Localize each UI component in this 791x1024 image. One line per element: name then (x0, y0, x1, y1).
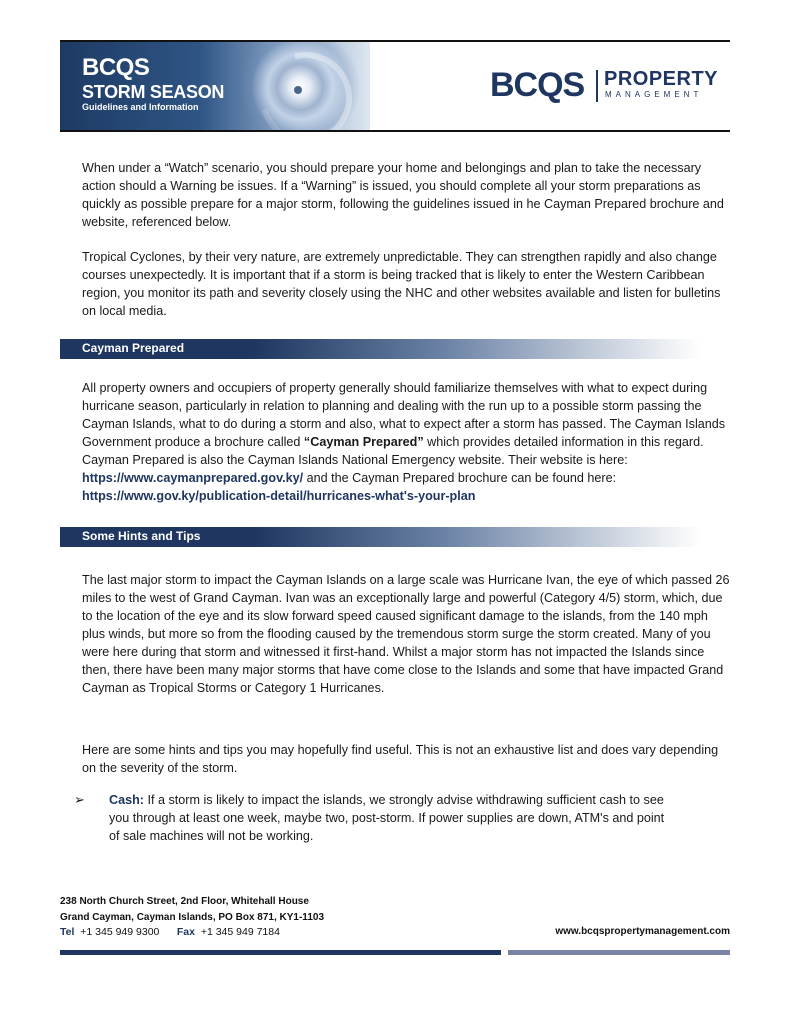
arrow-bullet-icon: ➢ (74, 792, 85, 807)
cayman-text-a: All property owners and occupiers of property generally should familiarize themselves with what to expect during hurricane season, particularly in relation to planning and dealing with the run up to a possible storm passing the Cayman Islands, what to do during a storm and also, what to expect after a storm has passed. The Cayman Islands Government produce a brochure called (82, 381, 726, 449)
footer-website-link[interactable]: www.bcqspropertymanagement.com (555, 926, 730, 937)
footer-address (60, 894, 324, 926)
address-line-2: Grand Cayman, Cayman Islands, PO Box 871, KY1-1103 (60, 912, 325, 923)
footer-contact (60, 926, 280, 938)
fax-number: +1 345 949 7184 (200, 926, 280, 938)
cash-label: Cash: (109, 793, 144, 807)
footer-bar-dark (60, 950, 501, 955)
section-header-cayman-prepared (60, 339, 700, 359)
banner-tagline: Guidelines and Information (82, 102, 199, 112)
cayman-text-b: which provides detailed information in this regard. Cayman Prepared is also the Cayman Islands National Emergency website. Their website is here: (82, 435, 704, 467)
logo-management: MANAGEMENT (605, 90, 703, 99)
section-title: Cayman Prepared (82, 341, 185, 355)
logo-divider (596, 70, 598, 102)
section-header-hints-tips (60, 527, 700, 547)
brochure-name: “Cayman Prepared” (303, 435, 424, 449)
cayman-text-c: and the Cayman Prepared brochure can be found here: (303, 471, 617, 485)
logo-brand: BCQS (490, 66, 585, 104)
brochure-link[interactable]: https://www.gov.ky/publication-detail/hurricanes-what's-your-plan (82, 489, 476, 503)
hints-paragraph-1: The last major storm to impact the Cayman Islands on a large scale was Hurricane Ivan, the eye of which passed 26 miles to the west of Grand Cayman. Ivan was an exceptionally large and powerful (Category 4/5) storm, which, due to the location of the eye and its slow forward speed caused significant damage to the islands, from the 140 mph plus winds, but more so from the flooding caused by the tremendous storm surge the storm created. Many of you were here during that storm and witnessed it first-hand. Whilst a major storm has not impacted the Islands since then, there have been many major storms that have come close to the Islands and some that have impacted Grand Cayman as Tropical Storms or Category 1 Hurricanes. (82, 573, 730, 695)
cayman-prepared-paragraph (82, 379, 732, 505)
cayman-prepared-link[interactable]: https://www.caymanprepared.gov.ky/ (82, 471, 304, 485)
intro-paragraph-2: Tropical Cyclones, by their very nature, are extremely unpredictable. They can strengthen rapidly and also change courses unexpectedly. It is important that if a storm is being tracked that is likely to enter the Western Caribbean region, you monitor its path and severity closely using the NHC and other websites available and listen for bulletins on local media. (82, 250, 721, 318)
logo-property: PROPERTY (604, 68, 719, 90)
cash-bullet-item (109, 791, 669, 845)
fax-label: Fax (176, 926, 195, 938)
section-title: Some Hints and Tips (82, 529, 201, 543)
tel-number[interactable]: +1 345 949 9300 (80, 926, 160, 938)
tel-label: Tel (60, 926, 75, 938)
banner-subtitle: STORM SEASON (82, 82, 225, 102)
header-bottom-rule (60, 130, 730, 132)
banner-title: BCQS (82, 54, 150, 81)
footer-bar-light (508, 950, 730, 955)
hurricane-eye (294, 86, 302, 94)
hints-paragraph-2: Here are some hints and tips you may hopefully find useful. This is not an exhaustive list and does vary depending on the severity of the storm. (82, 743, 719, 775)
storm-season-banner (60, 42, 370, 130)
cash-text: If a storm is likely to impact the islands, we strongly advise withdrawing sufficient cash to see you through at least one week, maybe two, post-storm. If power supplies are down, ATM's and point of sale machines will not be working. (109, 793, 665, 843)
intro-paragraph-1: When under a “Watch” scenario, you should prepare your home and belongings and plan to take the necessary action should a Warning be issues. If a “Warning” is issued, you should complete all your storm preparations as quickly as possible prepare for a major storm, following the guidelines issued in he Cayman Prepared brochure and website, referenced below. (82, 161, 724, 229)
address-line-1: 238 North Church Street, 2nd Floor, Whitehall House (60, 896, 309, 907)
